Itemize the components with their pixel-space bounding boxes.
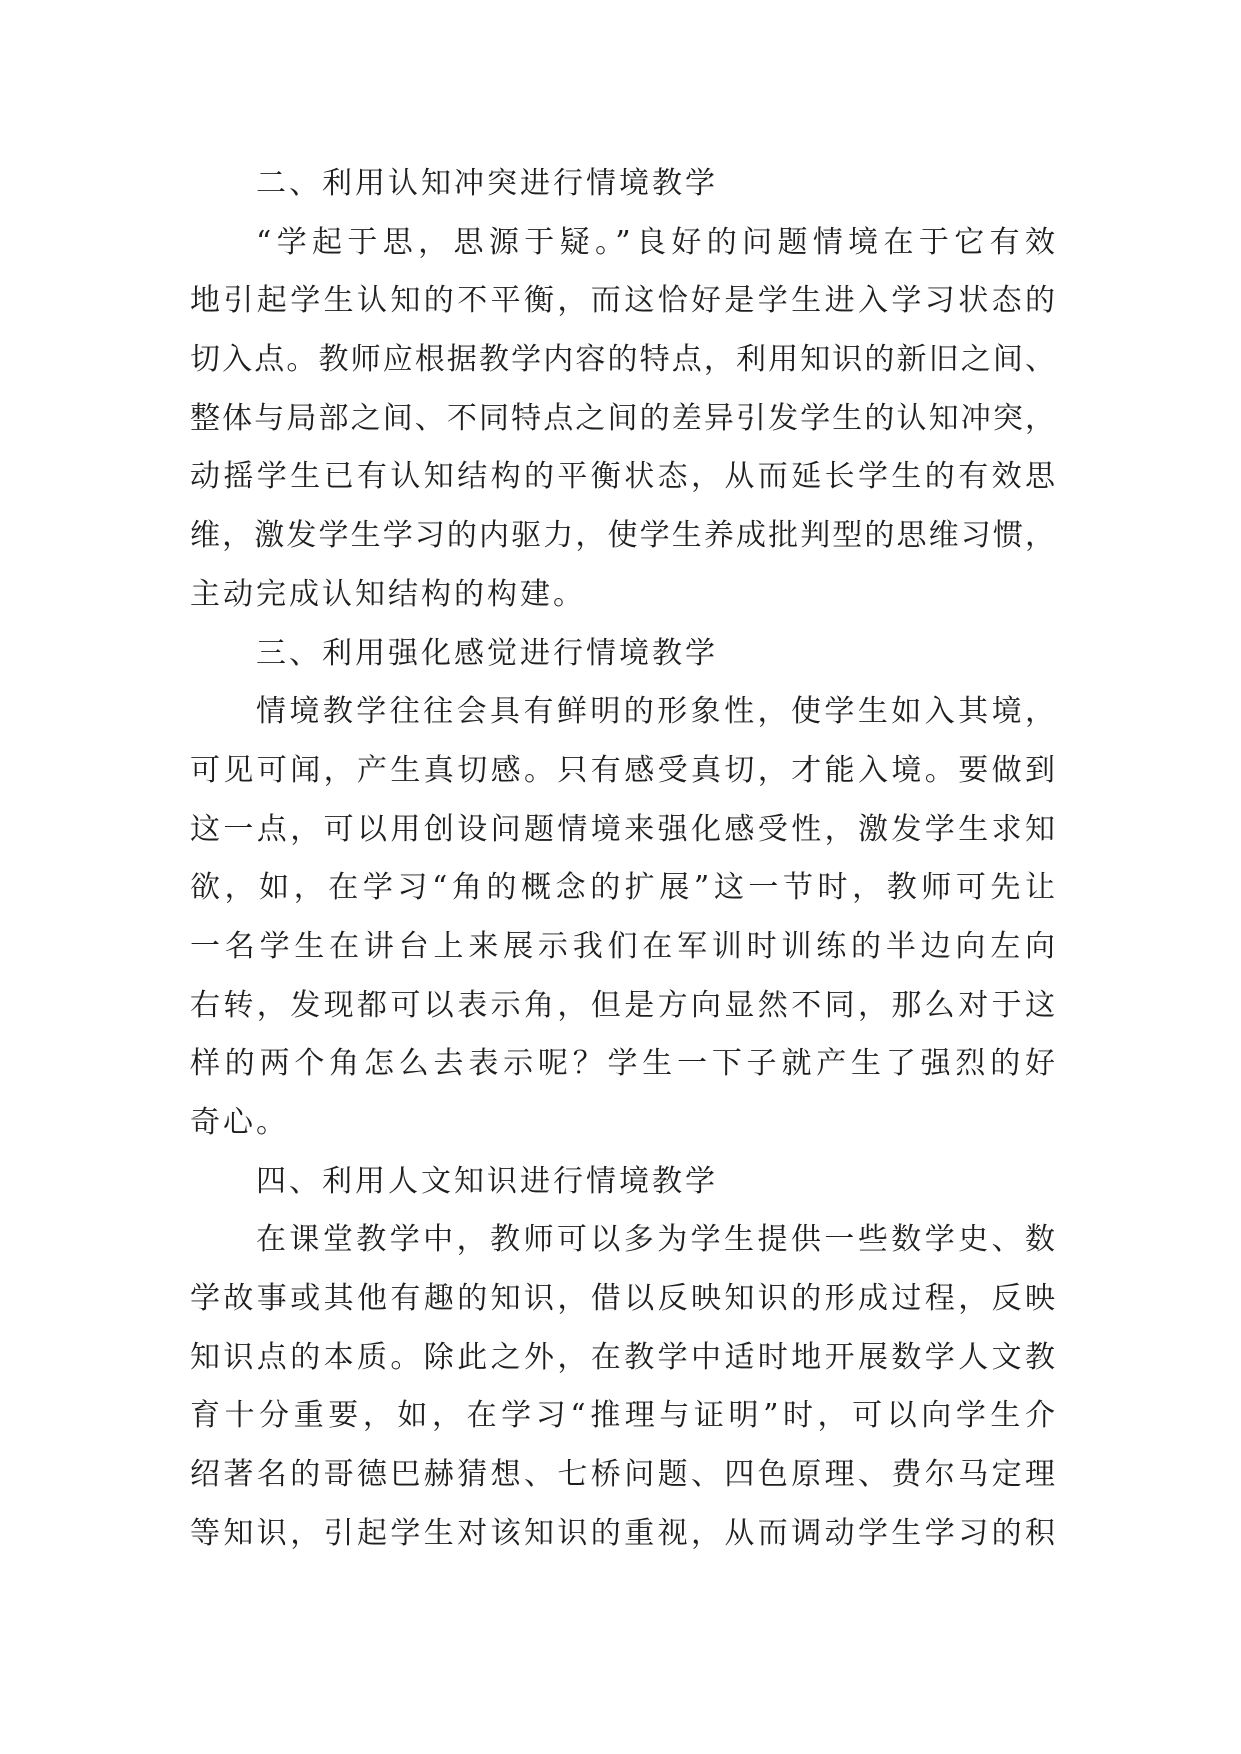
text-line: 在课堂教学中，教师可以多为学生提供一些数学史、数 — [256, 1222, 1055, 1258]
section-heading: 三、利用强化感觉进行情境教学 — [256, 635, 718, 671]
text-line: 欲，如，在学习“角的概念的扩展”这一节时，教师可先让 — [190, 870, 1055, 906]
text-line: 知识点的本质。除此之外，在教学中适时地开展数学人文教 — [190, 1339, 1055, 1375]
text-line: 整体与局部之间、不同特点之间的差异引发学生的认知冲突， — [190, 400, 1055, 436]
text-line: 地引起学生认知的不平衡，而这恰好是学生进入学习状态的 — [190, 283, 1055, 319]
section — [190, 155, 1055, 625]
text-line: 主动完成认知结构的构建。 — [190, 576, 586, 612]
section-heading: 二、利用认知冲突进行情境教学 — [256, 166, 718, 201]
text-line: 样的两个角怎么去表示呢？学生一下子就产生了强烈的好 — [190, 1046, 1055, 1082]
text-line: 维，激发学生学习的内驱力，使学生养成批判型的思维习惯， — [190, 518, 1055, 554]
text-line: 育十分重要，如，在学习“推理与证明”时，可以向学生介 — [190, 1398, 1055, 1434]
text-line: 切入点。教师应根据教学内容的特点，利用知识的新旧之间、 — [190, 342, 1055, 378]
text-line: 右转，发现都可以表示角，但是方向显然不同，那么对于这 — [190, 987, 1055, 1023]
text-line: 可见可闻，产生真切感。只有感受真切，才能入境。要做到 — [190, 752, 1055, 788]
text-line: 这一点，可以用创设问题情境来强化感受性，激发学生求知 — [190, 811, 1055, 847]
text-line: 一名学生在讲台上来展示我们在军训时训练的半边向左向 — [190, 928, 1055, 964]
section-heading: 四、利用人文知识进行情境教学 — [256, 1163, 718, 1199]
text-line: 奇心。 — [190, 1105, 289, 1140]
section — [190, 625, 1055, 1153]
text-line: “学起于思，思源于疑。”良好的问题情境在于它有效 — [256, 224, 1055, 260]
section — [190, 1153, 1055, 1564]
text-line: 学故事或其他有趣的知识，借以反映知识的形成过程，反映 — [190, 1281, 1055, 1317]
text-line: 绍著名的哥德巴赫猜想、七桥问题、四色原理、费尔马定理 — [190, 1457, 1055, 1493]
text-line: 情境教学往往会具有鲜明的形象性，使学生如入其境， — [256, 694, 1055, 730]
document-body — [190, 155, 1055, 1564]
text-line: 动摇学生已有认知结构的平衡状态，从而延长学生的有效思 — [190, 459, 1055, 495]
text-line: 等知识，引起学生对该知识的重视，从而调动学生学习的积 — [190, 1515, 1055, 1551]
